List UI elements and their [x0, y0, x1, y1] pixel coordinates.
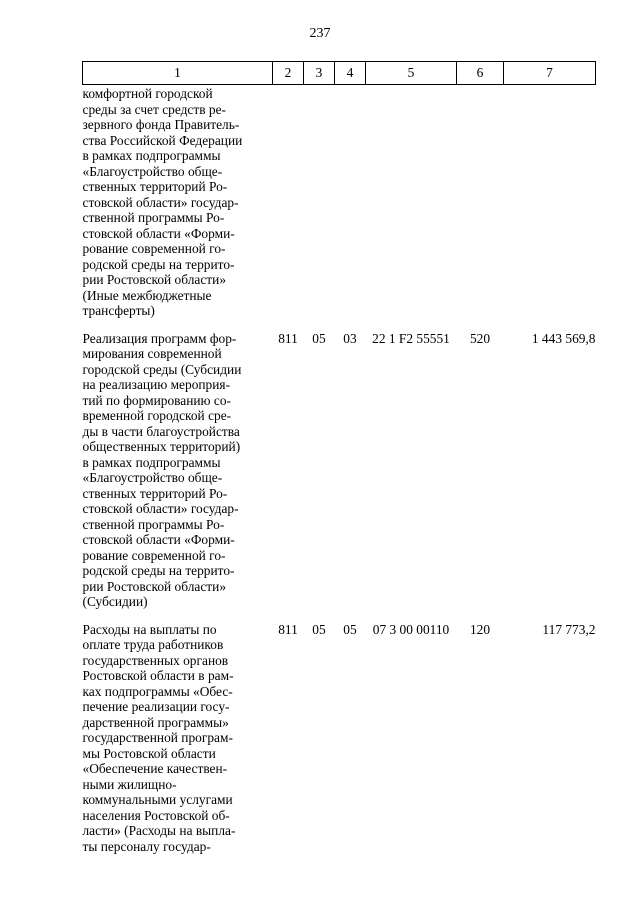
row-description: Реализация программ фор- мирования современной городской среды (Субсидии на реализацию мероприя- тий по формированию со- временной городской сре- ды в части благоустройства общественных территорий) в рамках подпрограммы «Благоустройство обще- ственных территорий Ро- стовской области» государ- ственной программы Ро- стовской области «Форми- рование современной го- родской среды на террито- рии Ростовской области» (Субсидии) [82, 330, 242, 609]
row-subsection: 05 [343, 621, 357, 637]
row-subsection: 03 [343, 330, 357, 346]
row-amount [504, 85, 596, 319]
table-row [83, 331, 596, 610]
column-header: 7 [504, 62, 596, 85]
row-section: 05 [312, 330, 326, 346]
row-section [304, 85, 335, 319]
column-header: 6 [457, 62, 504, 85]
row-target: 07 3 00 00110 [372, 621, 450, 637]
row-ministry: 811 [278, 621, 298, 637]
row-spacer [83, 319, 596, 331]
column-header: 5 [366, 62, 457, 85]
row-description: комфортной городской среды за счет средств ре- зервного фонда Правитель- ства Российской Федерации в рамках подпрограммы «Благоустройство обще- ственных территорий Ро- стовской области» государ- ственной программы Ро- стовской области «Форми- рование современной го- родской среды на террито- рии Ростовской области» (Иные межбюджетные трансферты) [82, 86, 243, 318]
column-header: 2 [273, 62, 304, 85]
row-ministry: 811 [278, 330, 298, 346]
row-subsection [335, 85, 366, 319]
row-section: 05 [312, 621, 326, 637]
row-expense-type: 520 [469, 330, 491, 346]
table-row [83, 622, 596, 855]
table-row [83, 85, 596, 319]
row-expense-type: 120 [469, 621, 491, 637]
row-amount: 117 773,2 [542, 621, 596, 637]
column-header: 4 [335, 62, 366, 85]
budget-table [82, 61, 596, 854]
column-header: 3 [304, 62, 335, 85]
row-spacer [83, 610, 596, 622]
row-target [366, 85, 457, 319]
row-ministry [273, 85, 304, 319]
row-amount: 1 443 569,8 [531, 330, 596, 346]
row-target: 22 1 F2 55551 [372, 330, 450, 346]
table-header-row [83, 62, 596, 85]
row-description: Расходы на выплаты по оплате труда работников государственных органов Ростовской области в рам- ках подпрограммы «Обес- печение реализации госу- дарственной программы» государственной програм- мы Ростовской области «Обеспечение качествен- ными жилищно- коммунальными услугами населения Ростовской об- ласти» (Расходы на выпла- ты персоналу государ- [82, 621, 236, 854]
column-header: 1 [83, 62, 273, 85]
page-number: 237 [309, 26, 331, 41]
row-expense-type [457, 85, 504, 319]
